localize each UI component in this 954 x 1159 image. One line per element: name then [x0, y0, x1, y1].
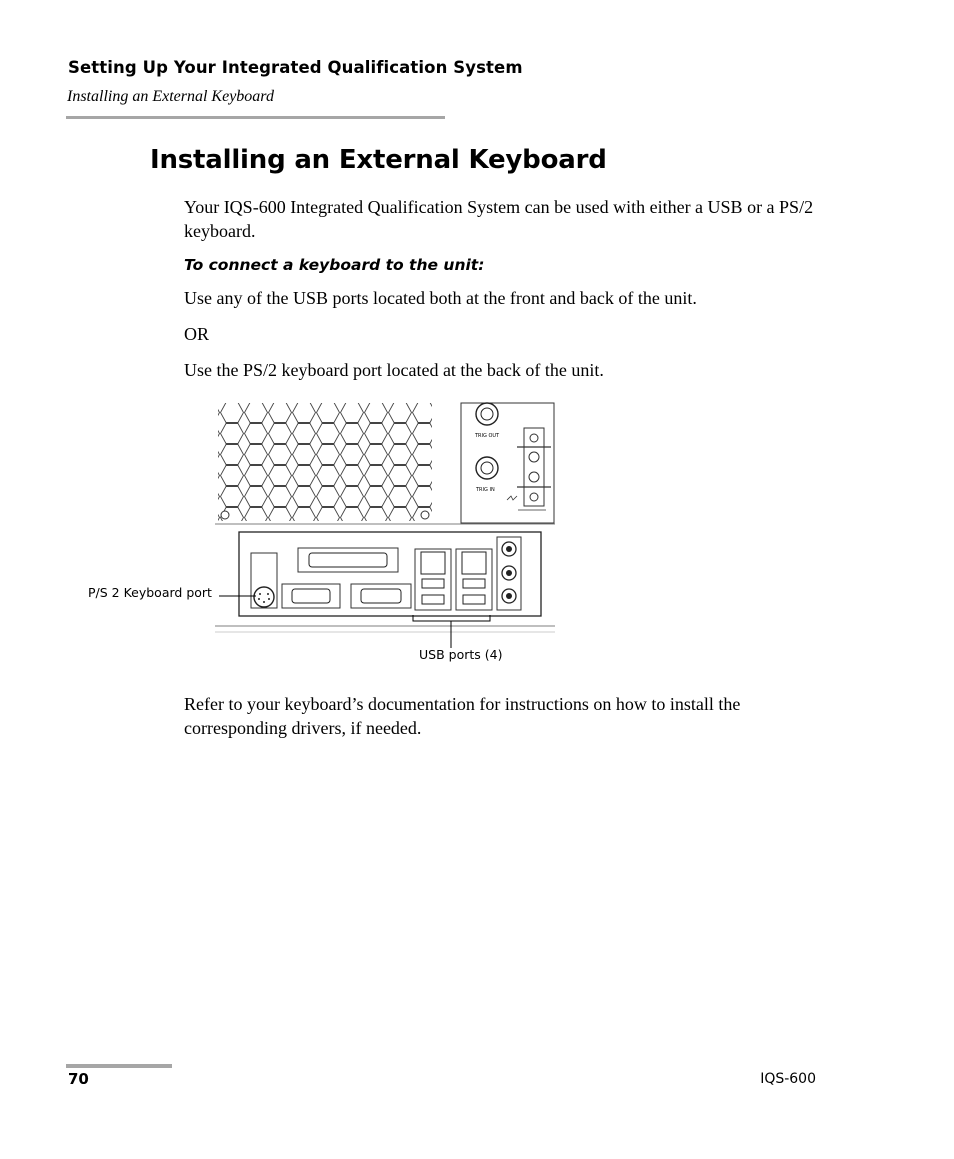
footer-rule — [66, 1064, 172, 1068]
running-header-subtitle: Installing an External Keyboard — [67, 88, 274, 105]
ethernet-usb-stack-2 — [456, 549, 492, 610]
trig-in-label: TRIG IN — [476, 487, 495, 493]
io-panel — [215, 532, 555, 632]
closing-paragraph: Refer to your keyboard’s documentation for instructions on how to install the corresponding drivers, if needed. — [184, 694, 741, 738]
or-text: OR — [184, 324, 210, 344]
callout-ps2-label: P/S 2 Keyboard port — [88, 585, 212, 600]
intro-paragraph: Your IQS-600 Integrated Qualification System can be used with either a USB or a PS/2 keyboard. — [184, 197, 814, 241]
procedure-title: To connect a keyboard to the unit: — [184, 256, 485, 274]
section-heading: Installing an External Keyboard — [150, 145, 607, 175]
audio-jacks — [497, 537, 521, 610]
step-ps2-paragraph: Use the PS/2 keyboard port located at the back of the unit. — [184, 360, 604, 380]
callout-ps2 — [88, 585, 256, 600]
callout-usb-label: USB ports (4) — [419, 647, 503, 662]
vga-port — [351, 584, 411, 608]
trigger-panel — [461, 403, 554, 523]
serial-port — [282, 584, 340, 608]
ps2-port — [251, 553, 277, 608]
parallel-port — [298, 548, 398, 572]
running-header-title: Setting Up Your Integrated Qualification System — [68, 58, 523, 77]
product-name: IQS-600 — [760, 1071, 816, 1087]
ethernet-usb-stack-1 — [415, 549, 451, 610]
callout-usb — [413, 615, 502, 662]
step-usb-paragraph: Use any of the USB ports located both at the front and back of the unit. — [184, 288, 697, 308]
page-number: 70 — [68, 1070, 89, 1088]
trig-out-label: TRIG OUT — [475, 433, 500, 439]
